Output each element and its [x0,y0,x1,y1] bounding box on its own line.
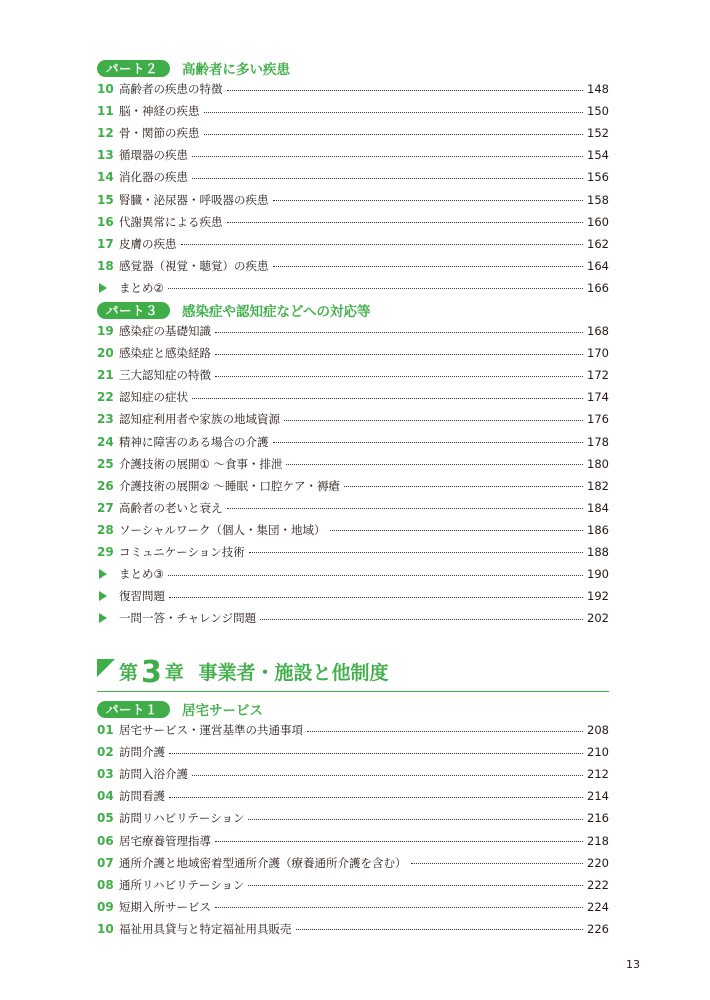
toc-entry-page: 212 [587,767,609,782]
toc-entry-page: 158 [587,192,609,207]
dot-leader [169,753,583,754]
toc-entry-label: 訪問看護 [119,789,165,804]
toc-entry-label: 一問一答・チャレンジ問題 [119,611,257,626]
toc-entry-label: 訪問介護 [119,745,165,760]
toc-entry[interactable] [97,497,609,519]
toc-entry-label: 認知症の症状 [119,390,188,405]
toc-entry-label: まとめ③ [119,567,164,582]
toc-entry-label: 復習問題 [119,589,165,604]
toc-entry-page: 166 [587,280,609,295]
toc-entry-page: 202 [587,611,609,626]
dot-leader [215,332,583,333]
toc-entry-label: 腎臓・泌尿器・呼吸器の疾患 [119,192,269,207]
toc-entry[interactable] [97,100,609,122]
toc-entry-label: 通所介護と地域密着型通所介護（療養通所介護を含む） [119,855,407,870]
dot-leader [168,575,583,576]
dot-leader [227,508,584,509]
toc-entry[interactable] [97,785,609,807]
toc-entry-number: 27 [97,500,114,515]
toc-entry-number: 26 [97,478,114,493]
toc-entry-label: 高齢者の老いと衰え [119,500,223,515]
toc-entry-number: 22 [97,390,114,405]
toc-entry-page: 210 [587,745,609,760]
dot-leader [169,797,583,798]
toc-entry-page: 176 [587,412,609,427]
toc-entry-label: 短期入所サービス [119,899,211,914]
toc-entry-number: 03 [97,767,114,782]
toc-entry-label: まとめ② [119,280,164,295]
dot-leader [192,775,583,776]
toc-entry-number: 05 [97,811,114,826]
toc-entry[interactable] [97,585,609,607]
toc-section-part3 [97,300,609,629]
toc-entry-page: 154 [587,148,609,163]
toc-entry-label: 三大認知症の特徴 [119,368,211,383]
dot-leader [204,134,584,135]
toc-entry-label: 皮膚の疾患 [119,236,177,251]
dot-leader [307,731,583,732]
toc-entry[interactable] [97,453,609,475]
dot-leader [181,244,584,245]
triangle-bullet-icon [97,591,119,601]
dot-leader [260,619,583,620]
toc-list [97,320,609,629]
toc-entry-page: 178 [587,434,609,449]
toc-entry-page: 170 [587,346,609,361]
toc-entry-label: 居宅療養管理指導 [119,833,211,848]
toc-list [97,78,609,299]
dot-leader [296,929,584,930]
toc-entry[interactable] [97,255,609,277]
toc-entry[interactable] [97,386,609,408]
dot-leader [204,112,584,113]
part-badge: パート２ [97,60,170,77]
toc-entry[interactable] [97,763,609,785]
toc-entry-page: 184 [587,500,609,515]
toc-entry-number: 13 [97,148,114,163]
toc-entry-page: 164 [587,258,609,273]
toc-entry-label: 高齢者の疾患の特徴 [119,82,223,97]
toc-entry-label: 循環器の疾患 [119,148,188,163]
toc-section-part1 [97,699,609,940]
toc-entry-number: 29 [97,544,114,559]
toc-entry-page: 148 [587,82,609,97]
chapter-triangle-icon [97,659,115,677]
chapter-suffix: 章 [164,662,184,684]
toc-entry[interactable] [97,320,609,342]
toc-entry-label: 福祉用具貸与と特定福祉用具販売 [119,921,292,936]
triangle-bullet-icon [97,283,119,293]
part-header [97,58,609,78]
chapter-name: 事業者・施設と他制度 [198,662,389,684]
dot-leader [215,354,583,355]
toc-entry[interactable] [97,874,609,896]
toc-entry-number: 17 [97,236,114,251]
part-title: 感染症や認知症などへの対応等 [182,304,371,320]
toc-entry-number: 12 [97,126,114,141]
dot-leader [273,200,584,201]
toc-entry-label: 訪問リハビリテーション [119,811,245,826]
toc-entry-label: 介護技術の展開① ～食事・排泄 [119,456,283,471]
toc-entry-label: 感染症の基礎知識 [119,324,211,339]
toc-entry[interactable] [97,277,609,299]
toc-entry-page: 160 [587,214,609,229]
toc-list [97,719,609,940]
triangle-bullet-icon [97,613,119,623]
toc-entry[interactable] [97,166,609,188]
toc-entry-label: 代謝異常による疾患 [119,214,223,229]
toc-entry-number: 23 [97,412,114,427]
toc-entry-label: ソーシャルワーク（個人・集団・地域） [119,522,326,537]
toc-entry-page: 186 [587,522,609,537]
dot-leader [344,486,583,487]
toc-entry-number: 01 [97,723,114,738]
toc-entry-page: 180 [587,456,609,471]
toc-entry[interactable] [97,144,609,166]
toc-entry-page: 182 [587,478,609,493]
toc-entry-page: 226 [587,921,609,936]
dot-leader [249,552,583,553]
toc-entry[interactable] [97,852,609,874]
chapter-heading [97,655,609,695]
dot-leader [227,90,584,91]
toc-entry-number: 16 [97,214,114,229]
toc-entry-number: 10 [97,921,114,936]
dot-leader [215,907,583,908]
toc-entry[interactable] [97,741,609,763]
toc-entry-page: 192 [587,589,609,604]
toc-section-part2 [97,58,609,299]
toc-entry-number: 18 [97,258,114,273]
toc-entry-number: 10 [97,82,114,97]
toc-entry-label: 介護技術の展開② ～睡眠・口腔ケア・褥瘡 [119,478,340,493]
part-title: 居宅サービス [182,703,264,719]
toc-entry[interactable] [97,719,609,741]
toc-entry-page: 172 [587,368,609,383]
toc-entry-page: 190 [587,567,609,582]
toc-entry-label: 感覚器（視覚・聴覚）の疾患 [119,258,269,273]
toc-entry-label: 通所リハビリテーション [119,877,245,892]
toc-entry-page: 208 [587,723,609,738]
dot-leader [169,597,583,598]
chapter-number: 3 [141,655,162,690]
toc-entry-number: 19 [97,324,114,339]
toc-entry-page: 216 [587,811,609,826]
toc-entry[interactable] [97,519,609,541]
toc-entry-page: 224 [587,899,609,914]
toc-entry-page: 162 [587,236,609,251]
toc-entry-page: 214 [587,789,609,804]
toc-entry[interactable] [97,829,609,851]
toc-entry[interactable] [97,408,609,430]
toc-entry-page: 222 [587,877,609,892]
dot-leader [227,222,584,223]
part-header [97,699,609,719]
dot-leader [215,376,583,377]
part-badge: パート１ [97,701,170,718]
dot-leader [284,420,583,421]
toc-entry-label: 精神に障害のある場合の介護 [119,434,269,449]
dot-leader [192,178,583,179]
toc-entry-number: 28 [97,522,114,537]
toc-entry-label: 認知症利用者や家族の地域資源 [119,412,280,427]
toc-entry[interactable] [97,122,609,144]
toc-entry-number: 06 [97,833,114,848]
dot-leader [248,885,583,886]
part-header [97,300,609,320]
toc-entry-number: 14 [97,170,114,185]
toc-entry[interactable] [97,233,609,255]
toc-entry-number: 21 [97,368,114,383]
toc-entry[interactable] [97,607,609,629]
toc-entry[interactable] [97,475,609,497]
toc-entry[interactable] [97,541,609,563]
toc-entry-number: 02 [97,745,114,760]
dot-leader [411,863,584,864]
toc-entry[interactable] [97,563,609,585]
dot-leader [273,266,584,267]
toc-entry[interactable] [97,78,609,100]
chapter-title [119,655,389,691]
toc-entry[interactable] [97,430,609,452]
toc-entry-page: 152 [587,126,609,141]
toc-entry-page: 220 [587,855,609,870]
toc-entry-number: 25 [97,456,114,471]
dot-leader [192,398,583,399]
toc-entry-number: 07 [97,855,114,870]
toc-entry-number: 15 [97,192,114,207]
page-number: 13 [626,958,640,971]
toc-entry-label: 骨・関節の疾患 [119,126,200,141]
toc-entry-label: 居宅サービス・運営基準の共通事項 [119,723,303,738]
toc-entry-label: 消化器の疾患 [119,170,188,185]
toc-entry-number: 20 [97,346,114,361]
toc-entry-page: 218 [587,833,609,848]
part-title: 高齢者に多い疾患 [182,62,291,78]
toc-entry-number: 24 [97,434,114,449]
toc-entry-label: コミュニケーション技術 [119,544,245,559]
toc-entry-number: 09 [97,899,114,914]
toc-entry-page: 150 [587,104,609,119]
toc-entry[interactable] [97,188,609,210]
toc-entry-label: 脳・神経の疾患 [119,104,200,119]
dot-leader [215,841,583,842]
chapter-prefix: 第 [119,662,139,684]
dot-leader [168,288,583,289]
toc-entry-number: 08 [97,877,114,892]
dot-leader [273,442,584,443]
toc-entry-number: 11 [97,104,114,119]
toc-entry-page: 156 [587,170,609,185]
chapter-rule [97,691,609,692]
dot-leader [192,156,583,157]
dot-leader [330,530,583,531]
toc-entry-label: 訪問入浴介護 [119,767,188,782]
toc-entry[interactable] [97,211,609,233]
dot-leader [248,819,583,820]
toc-entry[interactable] [97,807,609,829]
toc-entry[interactable] [97,364,609,386]
part-badge: パート３ [97,302,170,319]
triangle-bullet-icon [97,569,119,579]
toc-entry-number: 04 [97,789,114,804]
toc-entry[interactable] [97,342,609,364]
toc-entry[interactable] [97,918,609,940]
toc-entry-page: 188 [587,544,609,559]
dot-leader [286,464,583,465]
toc-entry-page: 174 [587,390,609,405]
toc-entry[interactable] [97,896,609,918]
toc-entry-page: 168 [587,324,609,339]
toc-entry-label: 感染症と感染経路 [119,346,211,361]
